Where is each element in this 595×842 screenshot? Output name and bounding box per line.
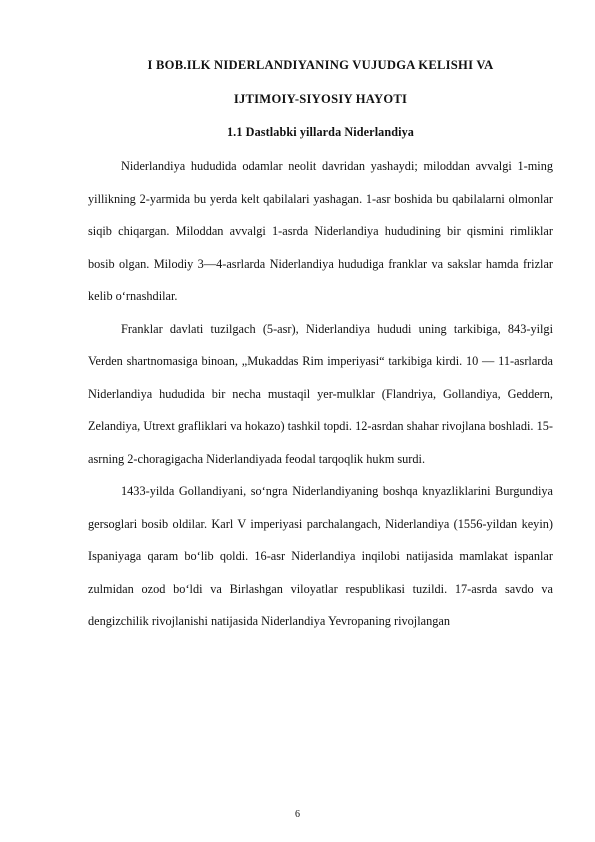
chapter-title-line-1: I BOB.ILK NIDERLANDIYANING VUJUDGA KELISHI VA	[147, 58, 494, 72]
page-number: 6	[295, 809, 300, 820]
paragraph-2: Franklar davlati tuzilgach (5-asr), Niderlandiya hududi uning tarkibiga, 843-yilgi Verden shartnomasiga binoan, „Mukaddas Rim imperiyasi“ tarkibiga kirdi. 10 — 11-asrlarda Niderlandiya hududida bir necha mustaqil yer-mulklar (Flandriya, Gollandiya, Geddern, Zelandiya, Utrext grafliklari va hokazo) tashkil topdi. 12-asrdan shahar rivojlana boshladi. 15-asrning 2-choragigacha Niderlandiyada feodal tarqoqlik hukm surdi.	[88, 321, 553, 466]
paragraph-1: Niderlandiya hududida odamlar neolit davridan yashaydi; miloddan avvalgi 1-ming yillikning 2-yarmida bu yerda kelt qabilalari yashagan. 1-asr boshida bu qabilalarni olmonlar siqib chiqargan. Miloddan avvalgi 1-asrda Niderlandiya hududining bir qismini rimliklar bosib olgan. Milodiy 3—4-asrlarda Niderlandiya hududiga franklar va sakslar hamda frizlar kelib oʻrnashdilar.	[88, 159, 553, 303]
body-text	[88, 150, 553, 638]
chapter-title-line-2: IJTIMOIY-SIYOSIY HAYOTI	[233, 92, 408, 106]
paragraph-3: 1433-yilda Gollandiyani, soʻngra Niderlandiyaning boshqa knyazliklarini Burgundiya gersoglari bosib oldilar. Karl V imperiyasi parchalangach, Niderlandiya (1556-yildan keyin) Ispaniyaga qaram boʻlib qoldi. 16-asr Niderlandiya inqilobi natijasida mamlakat ispanlar zulmidan ozod boʻldi va Birlashgan viloyatlar respublikasi tuzildi. 17-asrda savdo va dengizchilik rivojlanishi natijasida Niderlandiya Yevropaning rivojlangan	[88, 484, 553, 628]
section-title: 1.1 Dastlabki yillarda Niderlandiya	[226, 125, 414, 139]
